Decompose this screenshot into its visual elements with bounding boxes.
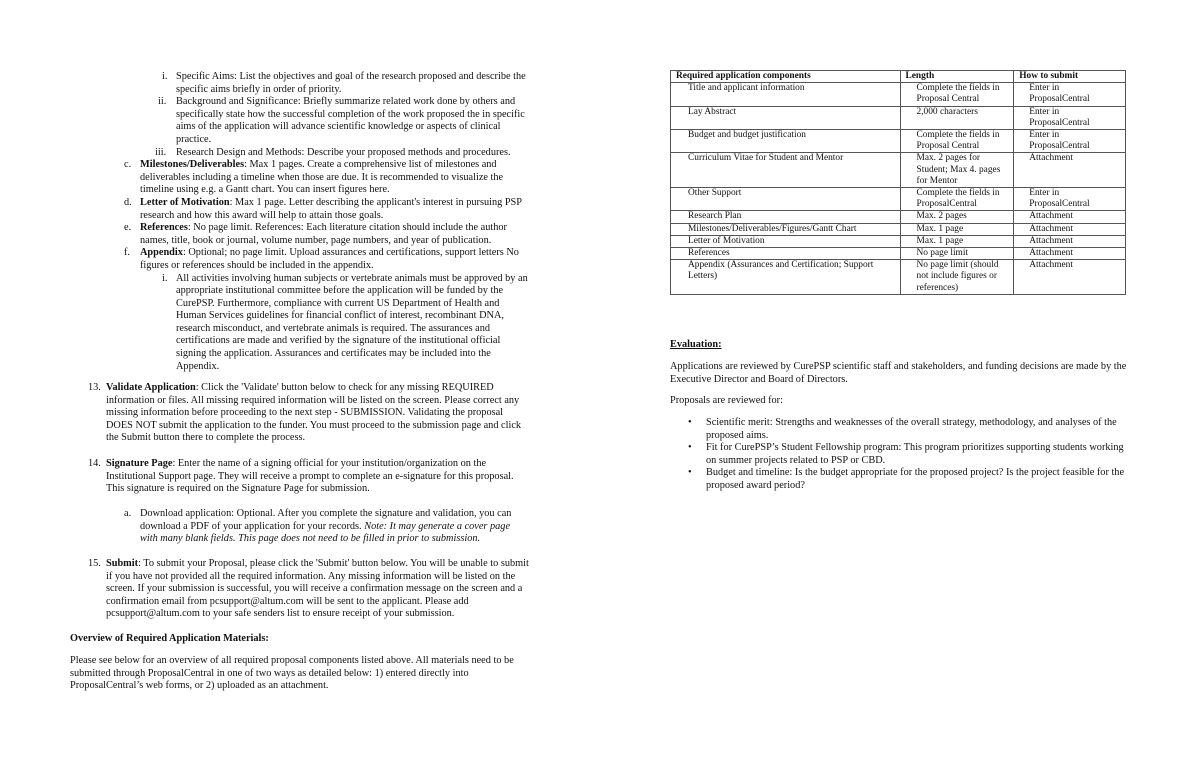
table-header: Required application components — [671, 71, 901, 83]
aims-item-3: iii. Research Design and Methods: Describe your proposed methods and procedures. — [155, 146, 511, 158]
table-cell: Max. 1 page — [900, 235, 1014, 247]
table-row — [671, 188, 1126, 211]
step-15: 15. Submit: To submit your Proposal, please click the 'Submit' button below. You will be unable to submit if you have not provided all the required information. Any missing information will be listed on the screen. If your submission is successful, you will receive a confirmation message on the screen and a confirmation email from pcsupport@altum.com will be sent to the applicant. Please add pcsupport@altum.com to your safe senders list to ensure receipt of your submission. — [88, 558, 529, 620]
table-cell: Enter in ProposalCentral — [1014, 188, 1126, 211]
list-item: • Fit for CurePSP’s Student Fellowship program: This program prioritizes supporting students working on summer projects related to PSP or CBD. — [670, 442, 1130, 467]
evaluation-heading: Evaluation: — [670, 339, 722, 350]
table-row — [671, 223, 1126, 235]
item-letter-of-motivation: d. Letter of Motivation: Max 1 page. Letter describing the applicant's interest in pursuing PSP research and how this award will help to attain those goals. — [124, 196, 522, 221]
table-cell: Budget and budget justification — [671, 130, 901, 153]
table-row — [671, 211, 1126, 223]
table-cell: Attachment — [1014, 248, 1126, 260]
table-cell: Title and applicant information — [671, 83, 901, 106]
table-row — [671, 130, 1126, 153]
table-cell: Attachment — [1014, 211, 1126, 223]
table-cell: Attachment — [1014, 153, 1126, 188]
reviewed-for-text: Proposals are reviewed for: — [670, 395, 783, 406]
table-cell: 2,000 characters — [900, 106, 1014, 129]
aims-item-1: i. Specific Aims: List the objectives and goal of the research proposed and describe the specific aims briefly in order of priority. — [162, 71, 526, 95]
table-cell: Attachment — [1014, 223, 1126, 235]
aims-list — [70, 71, 530, 373]
table-cell: Max. 1 page — [900, 223, 1014, 235]
step-14: 14. Signature Page: Enter the name of a signing official for your institution/organization on the Institutional Support page. They will receive a prompt to complete an e-signature for this proposal. This signature is required on the Signature Page for submission. — [88, 458, 514, 495]
table-row — [671, 248, 1126, 260]
table-cell: Complete the fields in ProposalCentral — [900, 188, 1014, 211]
table-cell: Milestones/Deliverables/Figures/Gantt Chart — [671, 223, 901, 235]
table-header-row — [671, 71, 1126, 83]
table-cell: Complete the fields in Proposal Central — [900, 83, 1014, 106]
item-appendix: f. Appendix: Optional; no page limit. Upload assurances and certifications, support letters No figures or references should be included in the appendix. — [124, 247, 519, 271]
table-cell: Letter of Motivation — [671, 235, 901, 247]
table-row — [671, 106, 1126, 129]
table-cell: Curriculum Vitae for Student and Mentor — [671, 153, 901, 188]
table-header: How to submit — [1014, 71, 1126, 83]
table-cell: No page limit (should not include figures or references) — [900, 260, 1014, 295]
table-cell: Research Plan — [671, 211, 901, 223]
evaluation-text: Applications are reviewed by CurePSP scientific staff and stakeholders, and funding decisions are made by the Executive Director and Board of Directors. — [670, 361, 1127, 385]
appendix-subitem: i. All activities involving human subjects or vertebrate animals must be approved by an appropriate institutional committee before the application will be funded by the CurePSP. Furthermore, compliance with current US Department of Health and Human Services guidelines for financial conflict of interest, recombinant DNA, research misconduct, and vertebrate animals is required. The assurances and certifications are made and verified by the signature of the institutional official signing the application. Assurances and certificates may be included into the Appendix. — [162, 272, 528, 372]
table-row — [671, 83, 1126, 106]
table-row — [671, 260, 1126, 295]
table-cell: Other Support — [671, 188, 901, 211]
table-cell: Max. 2 pages — [900, 211, 1014, 223]
table-cell: Appendix (Assurances and Certification; Support Letters) — [671, 260, 901, 295]
table-cell: Max. 2 pages for Student; Max 4. pages for Mentor — [900, 153, 1014, 188]
criteria-list — [670, 417, 1130, 493]
table-header: Length — [900, 71, 1014, 83]
list-item: • Budget and timeline: Is the budget appropriate for the proposed project? Is the project feasible for the proposed award period? — [670, 467, 1130, 492]
table-cell: Enter in ProposalCentral — [1014, 106, 1126, 129]
item-references: e. References: No page limit. References: Each literature citation should include the author names, title, book or journal, volume number, page numbers, and year of publication. — [124, 222, 507, 246]
table-cell: No page limit — [900, 248, 1014, 260]
requirements-table — [670, 70, 1126, 295]
overview-heading: Overview of Required Application Materials: — [70, 633, 269, 644]
table-row — [671, 235, 1126, 247]
table-cell: Enter in ProposalCentral — [1014, 83, 1126, 106]
table-cell: Lay Abstract — [671, 106, 901, 129]
table-cell: References — [671, 248, 901, 260]
step-13: 13. Validate Application: Click the 'Validate' button below to check for any missing REQUIRED information or files. All missing required information will be listed on the screen. Please correct any missing information before proceeding to the next step - SUBMISSION. Validating the proposal DOES NOT submit the application to the funder. You must proceed to the submission page and click the Submit button there to complete the process. — [88, 382, 522, 444]
table-cell: Enter in ProposalCentral — [1014, 130, 1126, 153]
step-14a: a. Download application: Optional. After you complete the signature and validation, you can download a PDF of your application for your records. Note: It may generate a cover page with many blank fields. This page does not need to be filled in prior to submission. — [124, 508, 512, 545]
aims-item-2: ii. Background and Significance: Briefly summarize related work done by others and specifically state how the successful completion of the work proposed the in specific aims of the application will advance scientific knowledge or aspects of clinical practice. — [158, 96, 525, 145]
table-cell: Attachment — [1014, 260, 1126, 295]
table-row — [671, 153, 1126, 188]
table-cell: Attachment — [1014, 235, 1126, 247]
overview-text: Please see below for an overview of all required proposal components listed above. All materials need to be submitted through ProposalCentral in one of two ways as detailed below: 1) entered directly into ProposalCentral’s web forms, or 2) uploaded as an attachment. — [70, 655, 514, 692]
item-milestones: c. Milestones/Deliverables: Max 1 pages. Create a comprehensive list of milestones and deliverables including a timeline when those are due. It is recommended to visualize the timeline using e.g. a Gantt chart. You can insert figures here. — [124, 159, 504, 196]
table-cell: Complete the fields in Proposal Central — [900, 130, 1014, 153]
list-item: • Scientific merit: Strengths and weaknesses of the overall strategy, methodology, and analyses of the proposed aims. — [670, 417, 1130, 442]
